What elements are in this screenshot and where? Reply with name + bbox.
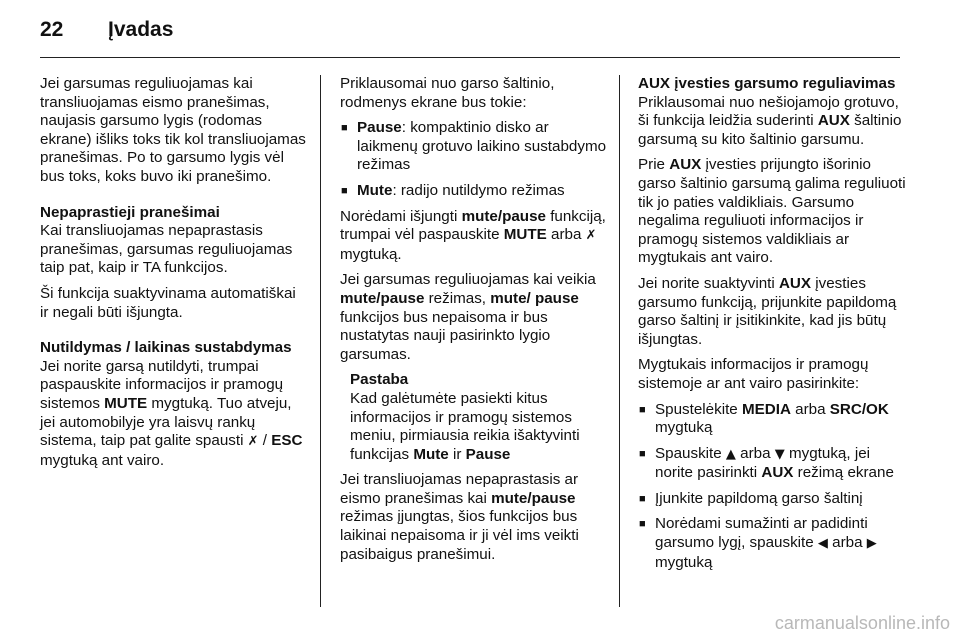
paragraph xyxy=(340,208,608,265)
text-run: Prie xyxy=(638,156,670,174)
mute-pause-label: mute/ pause xyxy=(490,289,579,307)
list-item xyxy=(340,182,608,201)
aux-label: AUX xyxy=(778,274,812,292)
text-run: Jei norite garsą nutildyti, trumpai paspauskite informacijos ir pramogų sistemos xyxy=(40,357,284,412)
text-run: režimas įjungtas, šios funkcijos bus laikinai nepaisoma ir ji vėl ims veikti pasibaigus pranešimui. xyxy=(340,508,579,563)
list-item: ■ Įjunkite papildomą garso šaltinį xyxy=(638,490,906,509)
paragraph: Priklausomai nuo garso šaltinio, rodmenys ekrane bus tokie: xyxy=(340,75,555,111)
text-run: režimą ekrane xyxy=(793,464,894,482)
page-header xyxy=(40,18,173,42)
aux-label: AUX xyxy=(761,464,794,482)
text-run: Jei norite suaktyvinti xyxy=(638,274,779,292)
mute-pause-label: mute/pause xyxy=(340,289,425,307)
text-run: Norėdami išjungti xyxy=(340,207,462,225)
text-run: Spustelėkite xyxy=(655,400,742,418)
page-number: 22 xyxy=(40,18,64,41)
note-title: Pastaba xyxy=(350,371,409,389)
header-rule xyxy=(40,57,900,58)
paragraph xyxy=(638,156,906,268)
text-run: mygtuką xyxy=(655,553,713,571)
arrow-right-icon: ▶ xyxy=(866,536,877,552)
pause-label: Pause xyxy=(465,445,511,463)
text-run: mygtuką. xyxy=(340,245,402,263)
paragraph xyxy=(638,275,906,349)
arrow-up-icon: ▲ xyxy=(725,446,736,462)
src-ok-key-label: SRC/OK xyxy=(829,400,889,418)
aux-label: AUX xyxy=(669,156,702,174)
column-divider xyxy=(619,75,620,607)
text-run: arba xyxy=(735,444,775,462)
paragraph xyxy=(40,358,308,471)
paragraph xyxy=(340,271,608,364)
paragraph: Mygtukais informacijos ir pramogų sistemoje ar ant vairo pasirinkite: xyxy=(638,356,869,392)
arrow-left-icon: ◀ xyxy=(817,536,828,552)
mute-label: Mute xyxy=(357,181,393,199)
list-item xyxy=(340,119,608,175)
watermark: carmanualsonline.info xyxy=(774,613,950,633)
esc-key-label: ESC xyxy=(271,432,303,450)
text-run: funkcijos bus nepaisoma ir bus nustatytas nauji pasirinkto lygio garsumas. xyxy=(340,308,551,363)
section-heading-emergency: Nepaprastieji pranešimai xyxy=(40,203,220,221)
page-title: Įvadas xyxy=(108,18,174,41)
text-run: mygtuką xyxy=(655,419,713,437)
text-run: : radijo nutildymo režimas xyxy=(392,181,565,199)
text-run: režimas, xyxy=(424,289,491,307)
text-run: arba xyxy=(546,226,586,244)
text-run: ir xyxy=(448,445,466,463)
mute-key-label: MUTE xyxy=(104,394,148,412)
column-3 xyxy=(638,75,906,579)
text-run: mygtuką. Tuo atveju, jei automobilyje yra laisvų rankų sistema, taip pat galite spausti xyxy=(40,394,292,450)
aux-label: AUX xyxy=(817,112,850,130)
mute-pause-label: mute/pause xyxy=(491,489,576,507)
column-divider xyxy=(320,75,321,607)
arrow-down-icon: ▼ xyxy=(774,446,785,462)
text-run: arba xyxy=(790,400,830,418)
note-body xyxy=(350,390,608,464)
mute-key-label: MUTE xyxy=(503,226,547,244)
media-key-label: MEDIA xyxy=(741,400,791,418)
paragraph xyxy=(340,471,608,564)
paragraph xyxy=(638,94,906,150)
text-run: funkciją, trumpai vėl paspauskite xyxy=(340,207,606,244)
text-run: / xyxy=(258,432,272,450)
column-1 xyxy=(40,75,308,477)
mute-handset-icon: ✗ xyxy=(585,228,597,244)
text-run: Kad galėtumėte pasiekti kitus informacijos ir pramogų sistemos meniu, pirmiausia reikia išaktyvinti funkcijas xyxy=(350,389,580,463)
list-item xyxy=(638,445,906,483)
text-run: mygtuką, jei norite pasirinkti xyxy=(655,444,871,482)
text-run: šaltinio garsumą su kito šaltinio garsumu. xyxy=(638,112,902,148)
paragraph: Jei garsumas reguliuojamas kai transliuojamas eismo pranešimas, naujasis garsumo lygis (rodomas ekrane) išliks toks tik kol transliuojamas pranešimas. Po to garsumo lygis vėl bus toks, koks buvo iki pranešimo. xyxy=(40,75,306,185)
text-run: Norėdami sumažinti ar padidinti garsumo lygį, spauskite xyxy=(655,515,868,552)
section-heading-mute: Nutildymas / laikinas sustabdymas xyxy=(40,339,292,357)
text-run: Spauskite xyxy=(655,444,726,462)
text-run: įvesties prijungto išorinio garso šaltinio garsumą galima reguliuoti tik jo paties valdikliais. Garsumo negalima reguliuoti informacijos ir pramogų sistemos valdikliais ar mygtukais ant vairo. xyxy=(638,156,906,267)
pause-label: Pause xyxy=(357,119,402,137)
mute-handset-icon: ✗ xyxy=(247,434,259,450)
section-heading-aux: AUX įvesties garsumo reguliavimas xyxy=(638,75,896,92)
list-item xyxy=(638,401,906,438)
text-run: Jei transliuojamas nepaprastasis ar eismo pranešimas kai xyxy=(340,471,579,507)
text-run: įvesties garsumo funkciją, prijunkite papildomą garso šaltinį ir įsitikinkite, kad jis būtų išjungtas. xyxy=(638,274,897,348)
text-run: : kompaktinio disko ar laikmenų grotuvo laikino sustabdymo režimas xyxy=(357,119,607,174)
text-run: Jei garsumas reguliuojamas kai veikia xyxy=(340,271,596,289)
paragraph: Ši funkcija suaktyvinama automatiškai ir negali būti išjungta. xyxy=(40,284,296,321)
list-item xyxy=(638,515,906,572)
text-run: arba xyxy=(827,534,867,552)
mute-pause-label: mute/pause xyxy=(461,207,546,225)
mute-label: Mute xyxy=(413,445,449,463)
text-run: Priklausomai nuo nešiojamojo grotuvo, ši funkcija leidžia suderinti xyxy=(638,93,899,130)
note-box xyxy=(340,371,608,464)
paragraph: Kai transliuojamas nepaprastasis pranešimas, garsumas reguliuojamas taip pat, kaip ir TA funkcijos. xyxy=(40,222,293,277)
column-2 xyxy=(340,75,608,571)
text-run: mygtuką ant vairo. xyxy=(40,451,165,469)
